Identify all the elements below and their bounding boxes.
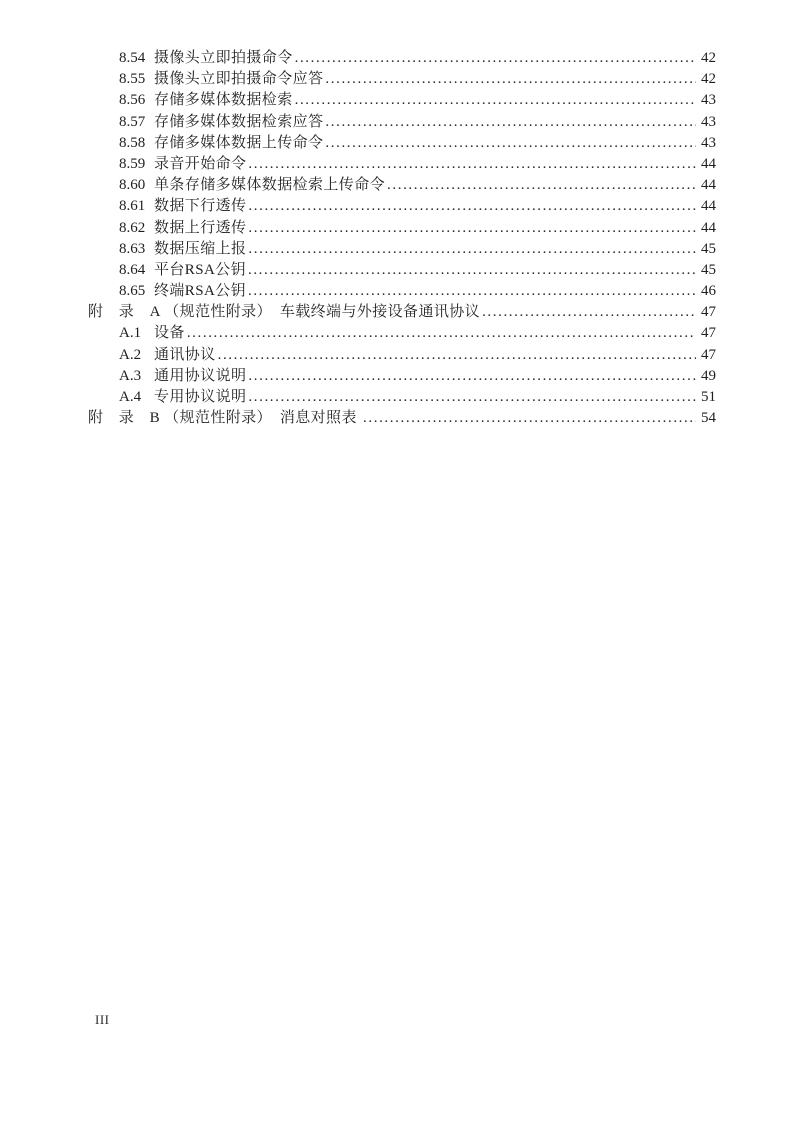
toc-leader-dots — [325, 133, 696, 154]
toc-entry-title: 数据压缩上报 — [154, 240, 247, 257]
toc-leader-dots — [248, 260, 696, 281]
toc-entry-page: 43 — [701, 113, 716, 130]
toc-entry — [88, 260, 716, 281]
toc-leader-dots — [482, 302, 696, 323]
toc-entry-number: 8.59 — [119, 155, 146, 172]
toc-entry — [88, 366, 716, 387]
toc-leader-dots — [218, 345, 696, 366]
toc-entry-title: 附 录 B （规范性附录） 消息对照表 — [88, 410, 362, 427]
toc-entry-number: 8.54 — [119, 50, 146, 66]
toc-entry — [88, 196, 716, 217]
toc-entry-page: 51 — [701, 389, 716, 405]
toc-entry-number: 8.60 — [119, 177, 146, 194]
toc-entry-title: 附 录 A （规范性附录） 车载终端与外接设备通讯协议 — [88, 304, 481, 321]
toc-leader-dots — [248, 196, 696, 217]
toc-entry — [88, 90, 716, 111]
toc-entry — [88, 154, 716, 175]
toc-entry — [88, 408, 716, 429]
toc-entry-number: 8.62 — [119, 219, 146, 236]
toc-entry-number: 8.58 — [119, 134, 146, 151]
toc-leader-dots — [387, 175, 696, 196]
toc-entry — [88, 323, 716, 344]
toc-entry-page: 46 — [701, 283, 716, 300]
toc-entry-number: 8.64 — [119, 261, 146, 278]
toc-entry-number: A.2 — [119, 346, 142, 363]
toc-entry-title: 数据下行透传 — [154, 198, 247, 215]
toc-leader-dots — [295, 90, 696, 111]
toc-entry — [88, 345, 716, 366]
toc-leader-dots — [248, 281, 696, 302]
toc-leader-dots — [248, 218, 696, 239]
toc-entry-title: 专用协议说明 — [154, 389, 247, 405]
toc-entry-page: 44 — [701, 219, 716, 236]
toc-entry-page: 42 — [701, 71, 716, 88]
toc-leader-dots — [187, 323, 696, 344]
toc-entry-title: 平台RSA公钥 — [154, 261, 246, 278]
toc-entry-title: 通用协议说明 — [154, 367, 247, 384]
toc-entry-number: A.1 — [119, 325, 142, 342]
toc-entry-page: 42 — [701, 50, 716, 66]
toc-entry-title: 存储多媒体数据检索 — [154, 92, 293, 109]
toc-entry-page: 47 — [701, 304, 716, 321]
toc-entry-number: 8.65 — [119, 283, 146, 300]
toc-entry — [88, 387, 716, 408]
toc-entry — [88, 69, 716, 90]
toc-entry — [88, 112, 716, 133]
toc-entry — [88, 239, 716, 260]
toc-leader-dots — [363, 408, 696, 429]
toc-entry — [88, 281, 716, 302]
toc-entry-page: 45 — [701, 240, 716, 257]
toc-entry-title: 通讯协议 — [154, 346, 216, 363]
toc-entry-page: 47 — [701, 346, 716, 363]
toc-entry-page: 45 — [701, 261, 716, 278]
toc-entry — [88, 218, 716, 239]
toc-entry-title: 存储多媒体数据上传命令 — [154, 134, 324, 151]
toc-entry-title: 录音开始命令 — [154, 155, 247, 172]
toc-entry-title: 单条存储多媒体数据检索上传命令 — [154, 177, 386, 194]
toc-entry-page: 44 — [701, 198, 716, 215]
toc-leader-dots — [325, 112, 696, 133]
toc-entry-title: 设备 — [154, 325, 185, 342]
toc-entry-number: 8.57 — [119, 113, 146, 130]
toc-entry — [88, 133, 716, 154]
toc-leader-dots — [248, 387, 696, 408]
toc-leader-dots — [248, 154, 696, 175]
toc-entry-page: 43 — [701, 92, 716, 109]
toc-entry-page: 54 — [701, 410, 716, 427]
toc-leader-dots — [248, 239, 696, 260]
toc-leader-dots — [248, 366, 696, 387]
toc-entry-page: 43 — [701, 134, 716, 151]
toc-entry — [88, 48, 716, 69]
toc-entry-number: A.4 — [119, 389, 142, 405]
toc-entry-title: 存储多媒体数据检索应答 — [154, 113, 324, 130]
toc-entry-page: 44 — [701, 177, 716, 194]
table-of-contents — [88, 48, 716, 429]
toc-leader-dots — [295, 48, 696, 69]
toc-entry-title: 终端RSA公钥 — [154, 283, 246, 300]
toc-entry-number: 8.55 — [119, 71, 146, 88]
toc-entry-number: 8.63 — [119, 240, 146, 257]
toc-leader-dots — [325, 69, 696, 90]
toc-entry-title: 数据上行透传 — [154, 219, 247, 236]
toc-entry-number: 8.56 — [119, 92, 146, 109]
page-footer-number: III — [95, 1012, 110, 1027]
toc-entry-number: 8.61 — [119, 198, 146, 215]
toc-entry-page: 44 — [701, 155, 716, 172]
toc-entry — [88, 175, 716, 196]
toc-entry-page: 49 — [701, 367, 716, 384]
toc-entry-page: 47 — [701, 325, 716, 342]
toc-entry-title: 摄像头立即拍摄命令 — [154, 50, 293, 66]
toc-entry-number: A.3 — [119, 367, 142, 384]
toc-entry — [88, 302, 716, 323]
toc-entry-title: 摄像头立即拍摄命令应答 — [154, 71, 324, 88]
